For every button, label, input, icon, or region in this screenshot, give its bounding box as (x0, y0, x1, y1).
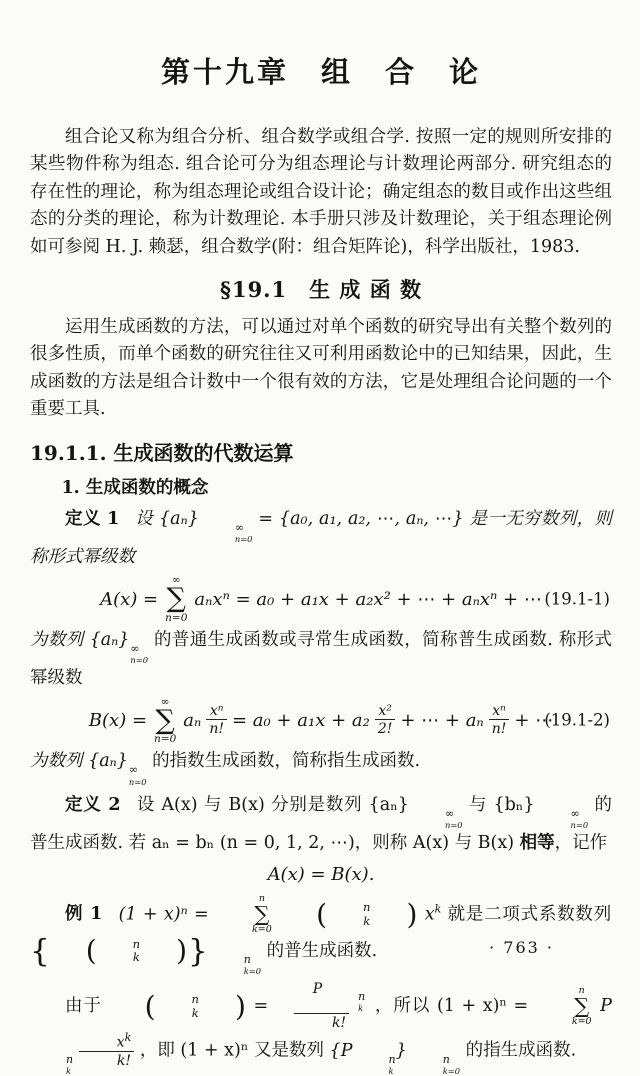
equation-number: (19.1-1) (544, 589, 610, 609)
fraction: $\frac{\text{xⁿ}}{n!}$ (489, 703, 510, 738)
summation-symbol: ∞ ∑ n=0 (154, 695, 177, 746)
binomial-coefficient: ( n k ) (316, 898, 418, 932)
supsub-inf-n0: ∞ n=0 (444, 806, 463, 830)
equation-19-1-1-body (100, 574, 542, 624)
summation-symbol: n ∑ k=0 (252, 893, 272, 935)
after-equation-2-text: 为数列 {aₙ} ∞ n=0 的指数生成函数，简称指生成函数. (30, 751, 421, 787)
supsub-inf-n0: ∞ n=0 (128, 763, 147, 787)
example-1: 例 1 (1 + x)ⁿ = n ∑ k=0 ( n k ) $x^k$ 就是二项式系数数列 { ( n k ) } n k=0 的普生成函数. (30, 893, 612, 977)
emphasized-term: 相等 (519, 832, 555, 853)
item-heading: 1. 生成函数的概念 (61, 477, 209, 498)
definition-1-text: 设 {aₙ} (135, 508, 199, 529)
equation-19-1-2-body: B(x) = ∞ ∑ n=0 aₙ $\frac{\text{xⁿ}}{n!}$ = a₀ + a₁x + a₂ $\frac{\text{x²}}{2!}$ + ⋯ + aₙ $\frac{\text{xⁿ}}{n!}$ + ⋯ (88, 695, 554, 746)
chapter-title: 第十九章 组 合 论 (160, 55, 481, 89)
definition-1-label: 定义 1 (65, 508, 120, 529)
fraction: $\frac{\text{xⁿ}}{n!}$ (206, 703, 227, 738)
equation-19-1-2 (30, 696, 612, 746)
example-1-label: 例 1 (65, 904, 103, 925)
p-sequence: {P n k } n k=0 (329, 1040, 461, 1076)
subsection-heading: 19.1.1. 生成函数的代数运算 (30, 440, 294, 465)
summation-symbol: ∞ ∑ n=0 (165, 574, 188, 624)
definition-2: 定义 2 设 A(x) 与 B(x) 分别是数列 {aₙ} ∞ n=0 与 {bₙ} ∞ n=0 的普生成函数. 若 aₙ = bₙ (n = 0, 1, 2, ⋯)，则称 A(x) 与 B(x) 相等，记作 (30, 794, 612, 853)
equation-rhs: aₙxⁿ = a₀ + a₁x + a₂x² + ⋯ + aₙxⁿ + ⋯ (194, 588, 542, 610)
supsub-n-k0: n k=0 (243, 952, 262, 977)
intro-paragraph: 组合论又称为组合分析、组合数学或组合学. 按照一定的规则所安排的某些物件称为组态. 组合论可分为组态理论与计数理论两部分. 研究组态的存在性的理论，称为组态理论或组合设计论；确定组态的数目或作出这些组态的分类的理论，称为计数理论. 本手册只涉及计数理论，关于组态理论例如可参阅 H. J. 赖瑟，组合数学(附：组合矩阵论)，科学出版社，1983. (30, 127, 612, 257)
supsub-inf-n0: ∞ n=0 (130, 642, 149, 666)
section-intro-paragraph: 运用生成函数的方法，可以通过对单个函数的研究导出有关整个数列的很多性质，而单个函数的研究往往又可利用函数论中的已知结果，因此，生成函数的方法是组合计数中一个很有效的方法，它是处理组合论问题的一个重要工具. (30, 317, 612, 420)
fraction: $\frac{\text{x²}}{2!}$ (375, 703, 396, 738)
after-equation-1-text: 为数列 {aₙ} ∞ n=0 的普通生成函数或寻常生成函数，简称普生成函数. 称形式幂级数 (30, 630, 613, 689)
equation-number: (19.1-2) (544, 710, 610, 730)
page-number: · 763 · (489, 938, 554, 957)
definition-2-label: 定义 2 (65, 794, 121, 815)
equation-19-1-1 (30, 574, 612, 624)
section-heading: §19.1 生 成 函 数 (219, 277, 423, 303)
binomial-sequence: { ( n k ) } n k=0 (30, 933, 262, 977)
supsub-n-k: n k (358, 990, 366, 1014)
fraction: $\frac{x^k}{k!}$ (79, 1032, 135, 1070)
summation-symbol: n ∑ k=0 (571, 984, 592, 1027)
equation-lhs: A(x) = (100, 588, 159, 610)
supsub-n-k0: n k=0 (442, 1052, 461, 1076)
supsub-n-k: n k (388, 1052, 396, 1076)
definition-1 (30, 506, 612, 572)
binomial-coefficient: ( n k ) (144, 989, 246, 1023)
equality-statement: A(x) = B(x). (267, 864, 375, 886)
supsub-inf-n0: ∞ n=0 (570, 806, 589, 830)
since-paragraph: 由于 ( n k ) = P n k k! ，所以 (1 + x)ⁿ = n ∑ k=0 P n k $\frac{x^k}{k!}$ ，即 (1 + x)ⁿ 又是数列 {P n k } n k=0 的指生成函数. (30, 981, 612, 1076)
definition-1-text2: = {a₀, a₁, a₂, ⋯, aₙ, ⋯} 是一无穷数列，则称形式幂级数 (30, 508, 612, 567)
fraction: P n k k! (275, 981, 369, 1032)
equation-lhs: B(x) = (88, 709, 148, 731)
supsub-inf-n0: ∞ n=0 (234, 520, 253, 544)
supsub-n-k: n k (66, 1052, 74, 1076)
binomial-coefficient: ( n k ) (85, 934, 188, 968)
